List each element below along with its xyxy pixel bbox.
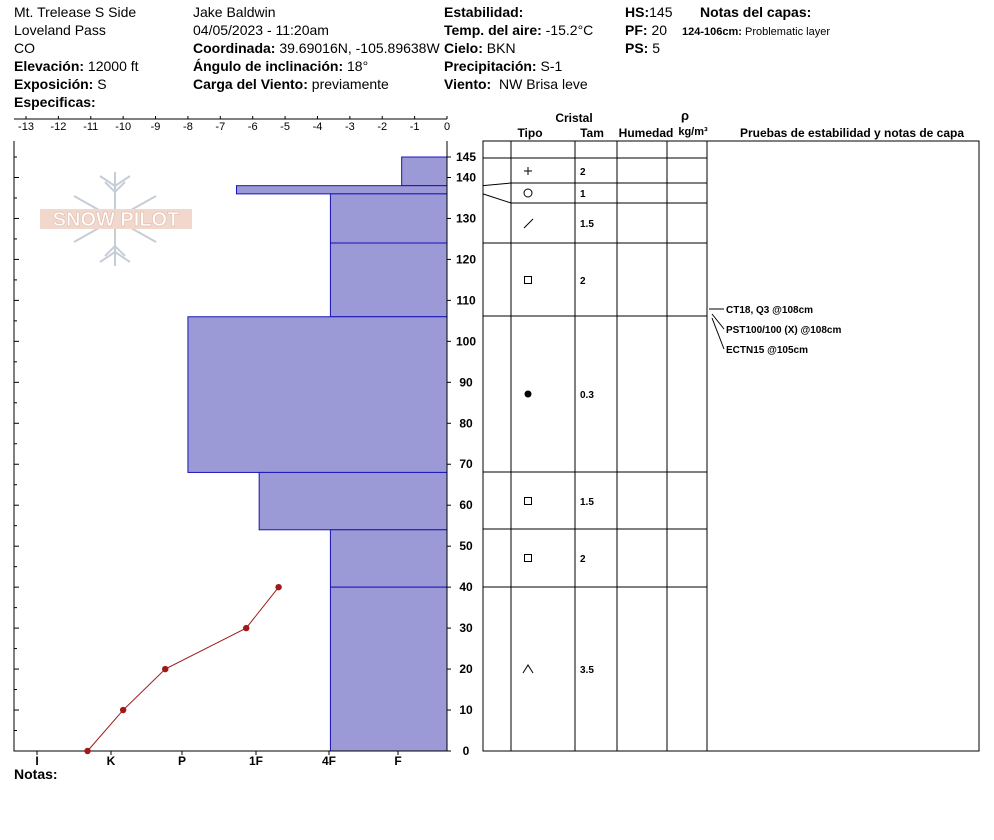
hardness-layer-bar <box>237 186 448 194</box>
wind-label: Viento: <box>444 76 492 92</box>
height-axis-label: 50 <box>459 539 473 554</box>
table-header <box>517 108 964 140</box>
hs-label: HS: <box>625 4 650 20</box>
top-scale-label: -5 <box>280 121 290 133</box>
crystal-header: Cristal <box>555 111 593 125</box>
hardness-category-label: P <box>177 754 187 768</box>
height-axis-label: 60 <box>459 498 473 513</box>
observation-datetime: 04/05/2023 - 11:20am <box>193 22 329 38</box>
height-axis-label: 145 <box>455 150 477 164</box>
height-axis-label: 40 <box>459 580 473 595</box>
logo-text: SNOW PILOT <box>52 209 180 231</box>
density-unit-header: kg/m³ <box>678 126 708 138</box>
coordinate-label: Coordinada: <box>193 40 276 56</box>
hardness-category-label: 1F <box>248 754 264 768</box>
moisture-header: Humedad <box>618 126 674 140</box>
ram-profile-point <box>243 625 249 631</box>
stability-label: Estabilidad: <box>444 4 524 20</box>
wind-value: NW Brisa leve <box>498 76 588 92</box>
height-axis-label: 30 <box>459 621 473 636</box>
top-scale-label: -11 <box>83 121 99 133</box>
top-scale-label: -1 <box>409 121 420 133</box>
top-scale-label: -8 <box>183 121 193 133</box>
top-scale-label: -2 <box>377 121 388 133</box>
hardness-layer-bar <box>330 530 447 587</box>
coordinate-value: 39.69016N, -105.89638W <box>279 40 440 56</box>
top-scale-label: -10 <box>115 121 132 133</box>
grain-symbol <box>524 219 533 228</box>
layer-note-range: 124-106cm: <box>682 26 742 38</box>
layer-connector <box>483 183 511 186</box>
type-header: Tipo <box>517 126 543 140</box>
observer-name: Jake Baldwin <box>193 4 276 20</box>
layer-notes-label: Notas del capas: <box>700 4 812 20</box>
layer-connector <box>483 194 511 203</box>
exposure-value: S <box>97 76 107 92</box>
notes-label: Notas: <box>14 766 58 782</box>
height-axis-label: 110 <box>456 293 476 308</box>
grain-symbol <box>524 167 532 175</box>
stability-test-label: PST100/100 (X) @108cm <box>726 325 842 336</box>
specifics-label: Especificas: <box>14 94 96 110</box>
ram-profile-point <box>162 666 168 672</box>
location-area: Loveland Pass <box>14 22 106 38</box>
top-scale-label: 0 <box>443 121 451 133</box>
height-axis-label: 140 <box>455 170 477 185</box>
ram-profile-point <box>275 584 281 590</box>
top-scale-label: -6 <box>247 121 258 133</box>
height-axis-label: 130 <box>455 211 477 226</box>
wind-load-value: previamente <box>311 76 389 92</box>
ram-profile-line <box>88 587 279 751</box>
grain-size: 1.5 <box>580 497 594 508</box>
height-axis-label: 70 <box>459 457 473 472</box>
grain-size: 2 <box>580 276 586 287</box>
hardness-layer-bar <box>330 587 447 751</box>
sky-label: Cielo: <box>444 40 483 56</box>
height-axis-label: 100 <box>455 334 477 349</box>
grain-table <box>483 141 979 751</box>
air-temp-label: Temp. del aire: <box>444 22 542 38</box>
precip-label: Precipitación: <box>444 58 537 74</box>
grain-symbol <box>525 277 532 284</box>
pf-label: PF: <box>625 22 648 38</box>
height-axis-label: 90 <box>459 375 473 390</box>
height-axis-label: 10 <box>459 703 473 718</box>
grain-symbol <box>523 665 533 673</box>
test-pointer <box>712 318 724 349</box>
height-axis-label: 120 <box>455 252 477 267</box>
grain-symbol <box>525 391 532 398</box>
height-axis-label: 20 <box>459 662 473 677</box>
air-temp-value: -15.2°C <box>545 22 594 38</box>
top-scale-label: -7 <box>215 121 226 133</box>
grain-symbol <box>524 189 532 197</box>
hs-value: 145 <box>649 4 673 20</box>
grain-size: 3.5 <box>580 665 594 676</box>
location-name: Mt. Trelease S Side <box>14 4 137 20</box>
ram-profile-point <box>84 748 90 754</box>
grain-size: 2 <box>580 554 586 565</box>
table-frame <box>483 141 979 751</box>
hardness-layer-bar <box>188 317 447 473</box>
rho-header: ρ <box>680 108 690 123</box>
hardness-layer-bar <box>402 157 447 186</box>
slope-label: Ángulo de inclinación: <box>193 58 344 74</box>
size-header: Tam <box>580 126 604 140</box>
ram-profile-point <box>120 707 126 713</box>
elevation-value: 12000 ft <box>87 58 139 74</box>
hardness-layer-bar <box>259 472 447 529</box>
hardness-layer-bar <box>330 243 447 317</box>
location-state: CO <box>14 40 35 56</box>
top-scale-label: -4 <box>312 121 323 133</box>
hardness-layer-bar <box>330 194 447 243</box>
elevation-label: Elevación: <box>14 58 85 74</box>
sky-value: BKN <box>486 40 516 56</box>
grain-size: 1.5 <box>580 219 594 230</box>
tests-header: Pruebas de estabilidad y notas de capa <box>739 126 965 140</box>
precip-value: S-1 <box>540 58 563 74</box>
top-scale-label: -9 <box>150 121 161 133</box>
stability-test-label: CT18, Q3 @108cm <box>726 305 814 316</box>
layer-note-text: Problematic layer <box>745 26 830 38</box>
stability-test-label: ECTN15 @105cm <box>726 345 809 356</box>
snowpilot-logo <box>40 172 192 266</box>
top-scale-label: -3 <box>344 121 355 133</box>
ps-label: PS: <box>625 40 649 56</box>
slope-value: 18° <box>347 58 369 74</box>
grain-symbol <box>525 498 532 505</box>
grain-symbol <box>525 555 532 562</box>
hardness-category-label: I <box>35 754 39 768</box>
grain-size: 0.3 <box>580 390 594 401</box>
top-scale-label: -12 <box>50 121 67 133</box>
hardness-category-label: F <box>394 754 402 768</box>
ps-value: 5 <box>652 40 661 56</box>
grain-size: 1 <box>580 189 586 200</box>
wind-load-label: Carga del Viento: <box>193 76 308 92</box>
exposure-label: Exposición: <box>14 76 94 92</box>
hardness-category-label: 4F <box>321 754 337 768</box>
height-axis-label: 80 <box>459 416 473 431</box>
hardness-category-label: K <box>106 754 116 768</box>
height-axis-label: 0 <box>462 744 470 758</box>
pf-value: 20 <box>651 22 668 38</box>
grain-size: 2 <box>580 167 586 178</box>
top-scale-label: -13 <box>18 121 34 133</box>
